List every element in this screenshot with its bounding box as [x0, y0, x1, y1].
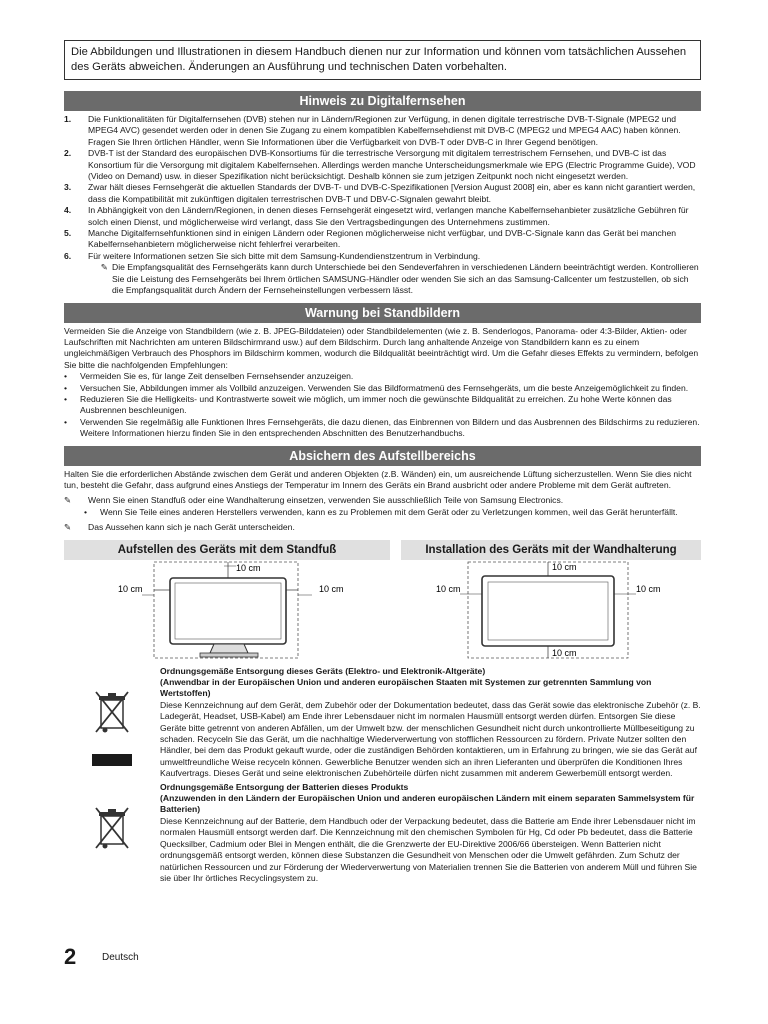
stand-install-heading: Aufstellen des Geräts mit dem Standfuß [64, 540, 390, 560]
crossed-bin-icon [64, 782, 160, 885]
intro-disclaimer: Die Abbildungen und Illustrationen in diesem Handbuch dienen nur zur Information und können vom tatsächlichen Aussehen des Geräts abweichen. Änderungen an Ausführung und technischen Daten vorbehalten. [64, 40, 701, 80]
installation-headers [64, 540, 701, 560]
note-pencil-icon: ✎ [100, 262, 108, 273]
page-number: 2 [64, 944, 77, 969]
installation-paragraph: Halten Sie die erforderlichen Abstände zwischen dem Gerät und anderen Objekten (z.B. Wänden) ein, um ausreichende Lüftung sicherzustellen. Wenn Sie dies nicht tun, besteht die Gefahr, dass aufgrund eines Anstiegs der Temperatur im Innern des Geräts ein Brand ausbricht oder andere Probleme mit dem Gerät auftreten. [64, 468, 692, 490]
clearance-diagrams [64, 560, 701, 662]
parts-note: ✎ Wenn Sie einen Standfuß oder eine Wandhalterung einsetzen, verwenden Sie ausschließlich Teile von Samsung Electronics. [64, 495, 564, 506]
dim-label: 10 cm [118, 583, 143, 594]
dim-label: 10 cm [552, 647, 577, 658]
wall-mount-diagram [436, 562, 661, 658]
list-item: • Vermeiden Sie es, für lange Zeit denselben Fernsehsender anzuzeigen. [64, 371, 354, 382]
weee-disposal-text: Ordnungsgemäße Entsorgung dieses Geräts (Elektro- und Elektronik-Altgeräte) (Anwendbar in der Europäischen Union und anderen europäischen Staaten mit Systemen zur getrennten Sammlung von Wertstoffen) Diese Kennzeichnung auf dem Gerät, dem Zubehör oder der Dokumentation bedeutet, dass das Gerät sowie das elektronische Zubehör (z. B. Ladegerät, Headset, USB-Kabel) am Ende ihrer Lebensdauer nicht im normalen Hausmüll entsorgt werden dürfen. Entsorgen Sie diese Geräte bitte getrennt von anderen Abfällen, um der Umwelt bzw. der menschlichen Gesundheit nicht durch unkontrollierte Müllbeseitigung zu schaden. Recyceln Sie das Gerät, um die nachhaltige Wiederverwertung von stofflichen Ressourcen zu fördern. Private Nutzer sollten den Händler, bei dem das Produkt gekauft wurde, oder die zuständigen Behörden kontaktieren, um in Erfahrung zu bringen, wie sie das Gerät auf umweltfreundliche Weise recyceln können. Gewerbliche Benutzer wenden sich an ihren Lieferanten und überprüfen die Konditionen Ihres Kaufvertrags. Dieses Gerät und seine elektronischen Zubehörteile dürfen nicht zusammen mit anderem Gewerbemüll entsorgt werden. [160, 665, 701, 779]
list-item: 1. Die Funktionalitäten für Digitalfernsehen (DVB) stehen nur in Ländern/Regionen zur Verfügung, in denen digitale terrestrische DVB-T-Signale (MPEG2 und MPEG4 AVC) gesendet werden oder in denen Sie Zugang zu einem kompatiblen Kabelfernsehdienst mit DVB-C (MPEG2 und MPEG4 AAC) haben können. Fragen Sie Ihren örtlichen Händler, wenn Sie Informationen über die Verfügbarkeit von DVB-T oder DVB-C in Ihrer Gegend benötigen. [64, 114, 681, 147]
list-item: 4. In Abhängigkeit von den Ländern/Regionen, in denen dieses Fernsehgerät eingesetzt wird, verlangen manche Kabelfernsehanbieter zusätzliche Gebühren für solch einen Dienst, und möglicherweise wird verlangt, dass Sie den Vertragsbedingungen des Unternehmens zustimmen. [64, 205, 689, 227]
list-item: • Verwenden Sie regelmäßig alle Funktionen Ihres Fernsehgeräts, die dazu dienen, das Einbrennen von Bildern und das Ausbrennen des Bildschirms zu reduzieren. Weitere Informationen hierzu finden Sie in den entsprechenden Abschnitten des Benutzerhandbuchs. [64, 416, 700, 439]
dim-label: 10 cm [552, 561, 577, 572]
note-pencil-icon: ✎ [64, 522, 72, 533]
still-images-bullets [64, 371, 701, 439]
note-pencil-icon: ✎ [64, 495, 72, 506]
list-item: 6. Für weitere Informationen setzen Sie sich bitte mit dem Samsung-Kundendienstzentrum in Verbindung. [64, 250, 481, 261]
battery-disposal-block [64, 782, 701, 885]
dim-label: 10 cm [236, 562, 261, 573]
weee-disposal-block [64, 666, 701, 780]
clearance-diagrams-svg [64, 560, 701, 662]
dim-label: 10 cm [319, 583, 344, 594]
dim-label: 10 cm [436, 583, 461, 594]
digital-tv-list [64, 114, 701, 297]
stand-diagram [118, 562, 344, 658]
wall-mount-heading: Installation des Geräts mit der Wandhalterung [401, 540, 701, 560]
dim-label: 10 cm [636, 583, 661, 594]
manual-page [64, 40, 701, 884]
appearance-note: ✎ Das Aussehen kann sich je nach Gerät unterscheiden. [64, 522, 295, 533]
still-images-paragraph: Vermeiden Sie die Anzeige von Standbildern (wie z. B. JPEG-Bilddateien) oder Standbildelementen (wie z. B. Senderlogos, Panorama- oder 4:3-Bilder, Aktien- oder Laufschriften mit Nachrichten am unteren Bildschirmrand usw.) auf dem Bildschirm. Durch lang anhaltende Anzeige von Standbildern kann es zu einem ungleichmäßigen Verbrauch des Phosphors im Bildschirm kommen, wodurch die Bildqualität beeinträchtigt wird. Um die Gefahr dieses Effekts zu vermindern, befolgen Sie bitte die nachfolgenden Empfehlungen: [64, 325, 699, 370]
section-title-still-images: Warnung bei Standbildern [64, 303, 701, 323]
crossed-bin-icon [64, 666, 160, 780]
section-title-digital-tv: Hinweis zu Digitalfernsehen [64, 91, 701, 111]
list-item: 2. DVB-T ist der Standard des europäischen DVB-Konsortiums für die terrestrische Versorgung mit digitalem terrestrischem Fernsehen, und DVB-C ist das Konsortium für die Versorgung mit digitalem Kabelfernsehen. Allerdings werden manche Unterscheidungsmerkmale wie EPG (Electric Programme Guide), VOD (Video on Demand) usw. in dieser Spezifikation nicht berücksichtigt. Deshalb können sie zum jetzigen Zeitpunkt noch nicht eingesetzt werden. [64, 148, 696, 182]
battery-disposal-text: Ordnungsgemäße Entsorgung der Batterien dieses Produkts (Anzuwenden in den Ländern der Europäischen Union und anderen europäischen Ländern mit einem separaten Sammelsystem für Batterien) Diese Kennzeichnung auf der Batterie, dem Handbuch oder der Verpackung bedeutet, dass die Batterie am Ende ihrer Lebensdauer nicht im normalen Hausmüll entsorgt werden darf. Die Kennzeichnung mit den chemischen Symbolen für Hg, Cd oder Pb bedeutet, dass die Batterie Quecksilber, Cadmium oder Blei in Mengen enthält, die die Grenzwerte der EU-Direktive 2006/66 übersteigen. Wenn Batterien nicht ordnungsgemäß entsorgt werden, können diese Substanzen die Gesundheit von Menschen oder die Umwelt gefährden. Zum Schutz der natürlichen Ressourcen und zur Förderung der Wiederverwertung von Materialien trennen Sie die Batterien von anderem Müll und führen Sie sie über Ihr örtliches Recyclingsystem zu. [160, 781, 697, 883]
list-item: • Reduzieren Sie die Helligkeits- und Kontrastwerte soweit wie möglich, um immer noch die gewünschte Bildqualität zu erreichen. Zu hohe Werte können das Ausbrennen beschleunigen. [64, 393, 672, 416]
list-item: 3. Zwar hält dieses Fernsehgerät die aktuellen Standards der DVB-T- und DVB-C-Spezifikationen [Version August 2008] ein, aber es kann nicht garantiert werden, dass die Kompatibilität mit zukünftigen digitalen terrestrischen DVB-T und DBV-C-Signalen gewahrt bleibt. [64, 182, 696, 204]
language-label: Deutsch [102, 952, 139, 963]
parts-note-bullet: • Wenn Sie Teile eines anderen Herstellers verwenden, kann es zu Problemen mit dem Gerät oder zu Verletzungen kommen, weil das Gerät herunterfällt. [84, 506, 678, 517]
section-title-installation-area: Absichern des Aufstellbereichs [64, 446, 701, 466]
reception-note: ✎ Die Empfangsqualität des Fernsehgeräts kann durch Unterschiede bei den Sendeverfahren in verschiedenen Ländern beeinträchtigt werden. Kontrollieren Sie die Leistung des Fernsehgeräts bei Ihrem örtlichen SAMSUNG-Händler oder wenden Sie sich an das Samsung-Callcenter um festzustellen, ob sich die Empfangsqualität durch Ändern der Fernseheinstellungen verbessern lässt. [88, 262, 701, 296]
list-item: • Versuchen Sie, Abbildungen immer als Vollbild anzuzeigen. Verwenden Sie das Bildformatmenü des Fernsehgeräts, um die beste Anzeigemöglichkeit zu finden. [64, 382, 689, 393]
list-item: 5. Manche Digitalfernsehfunktionen sind in einigen Ländern oder Regionen möglicherweise nicht verfügbar, und DVB-C-Signale kann das Gerät bei manchen Kabelfernsehanbietern möglicherweise nicht fehlerfrei verarbeiten. [64, 228, 677, 250]
